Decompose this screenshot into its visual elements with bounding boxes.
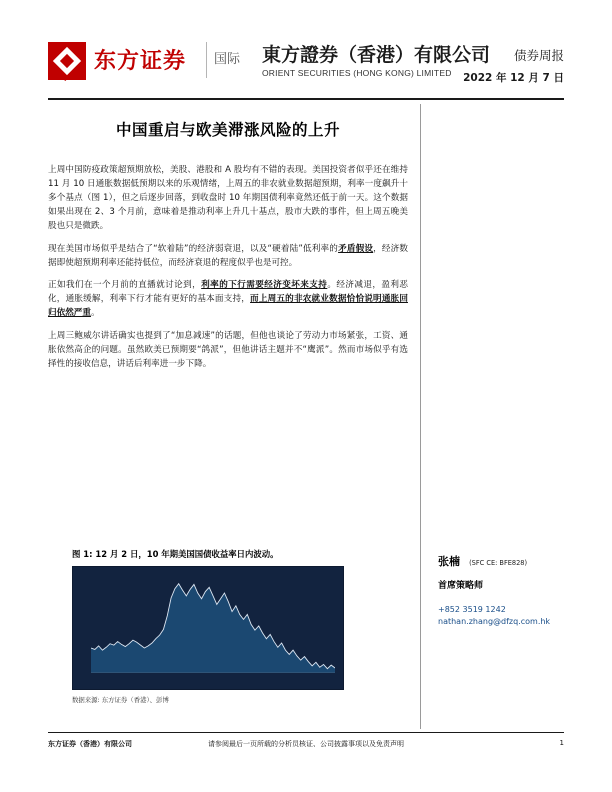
logo-international-label: 国际 — [214, 52, 241, 67]
footer-disclaimer: 请参阅最后一页所载的分析员核证、公司披露事项以及免责声明 — [208, 740, 404, 748]
paragraph-3: 正如我们在一个月前的直播就讨论到，利率的下行需要经济变坏来支持。经济减退，盈利恶化，通胀缓解，利率下行才能有更好的基本面支持，而上周五的非农就业数据恰恰说明通胀回归依然严重。 — [48, 280, 408, 319]
footer-rule — [48, 732, 564, 733]
header-rule — [48, 98, 564, 100]
document-footer — [48, 736, 564, 752]
logo-hk-entity-cn: 東方證券（香港）有限公司 — [262, 44, 491, 66]
article-body — [48, 164, 408, 372]
paragraph-2: 现在美国市场似乎是结合了“软着陆”的经济弱衰退，以及“硬着陆”低利率的矛盾假设，经济数据即使超预期利率还能持低位，而经济衰退的程度似乎也是可控。 — [48, 243, 408, 268]
figure-block — [72, 548, 372, 704]
analyst-role: 首席策略师 — [438, 581, 484, 591]
analyst-info — [438, 550, 570, 626]
footer-page-number: 1 — [559, 739, 564, 747]
main-content-column — [48, 110, 408, 381]
figure-caption: 图 1: 12 月 2 日，10 年期美国国债收益率日内波动。 — [72, 549, 279, 559]
page-title: 中国重启与欧美滞涨风险的上升 — [115, 121, 340, 139]
report-type-label: 债券周报 — [513, 48, 564, 63]
logo-company-name-cn: 东方证券 — [94, 49, 187, 74]
analyst-name: 张楠 — [438, 555, 460, 568]
report-date-label: 2022 年 12 月 7 日 — [463, 72, 564, 84]
yield-chart — [72, 566, 344, 690]
chart-plot-area — [91, 573, 337, 675]
document-header — [48, 36, 564, 94]
figure-source: 数据来源: 东方证券（香港）、彭博 — [72, 696, 169, 704]
chart-svg — [91, 573, 335, 673]
analyst-license: (SFC CE: BFE828) — [469, 559, 528, 567]
logo-sub-text: DFZQ — [50, 76, 68, 82]
analyst-phone[interactable]: +852 3519 1242 — [438, 605, 506, 614]
paragraph-4: 上周三鲍威尔讲话确实也提到了“加息减速”的话题，但他也谈论了劳动力市场紧张，工资、通胀依然高企的问题。虽然欧美已预期要“鸽派”，但他讲话主题并不“鹰派”。然而市场似乎有选择性的接收信息，讲话后利率进一步下降。 — [48, 331, 408, 370]
logo-divider — [206, 42, 207, 78]
footer-company: 东方证券（香港）有限公司 — [48, 740, 132, 748]
paragraph-1: 上周中国防疫政策超预期放松，美股、港股和 A 股均有不错的表现。美国投资者似乎还在维持 11 月 10 日通胀数据低预期以来的乐观情绪，上周五的非农就业数据超预期，利率一度飙升十多个基点（图 1），但之后逐步回落，到收盘时 10 年期国债利率竟然还低于前一天。这个数据如果出现在 2、3 个月前，意味着是推动利率上升几十基点，股市大跌的事件，但上周五晚美股也只是微跌。 — [48, 165, 408, 231]
column-divider — [420, 104, 421, 729]
company-logo-icon — [48, 42, 86, 80]
logo-hk-entity-en: ORIENT SECURITIES (HONG KONG) LIMITED — [262, 68, 452, 78]
analyst-email[interactable]: nathan.zhang@dfzq.com.hk — [438, 617, 551, 626]
